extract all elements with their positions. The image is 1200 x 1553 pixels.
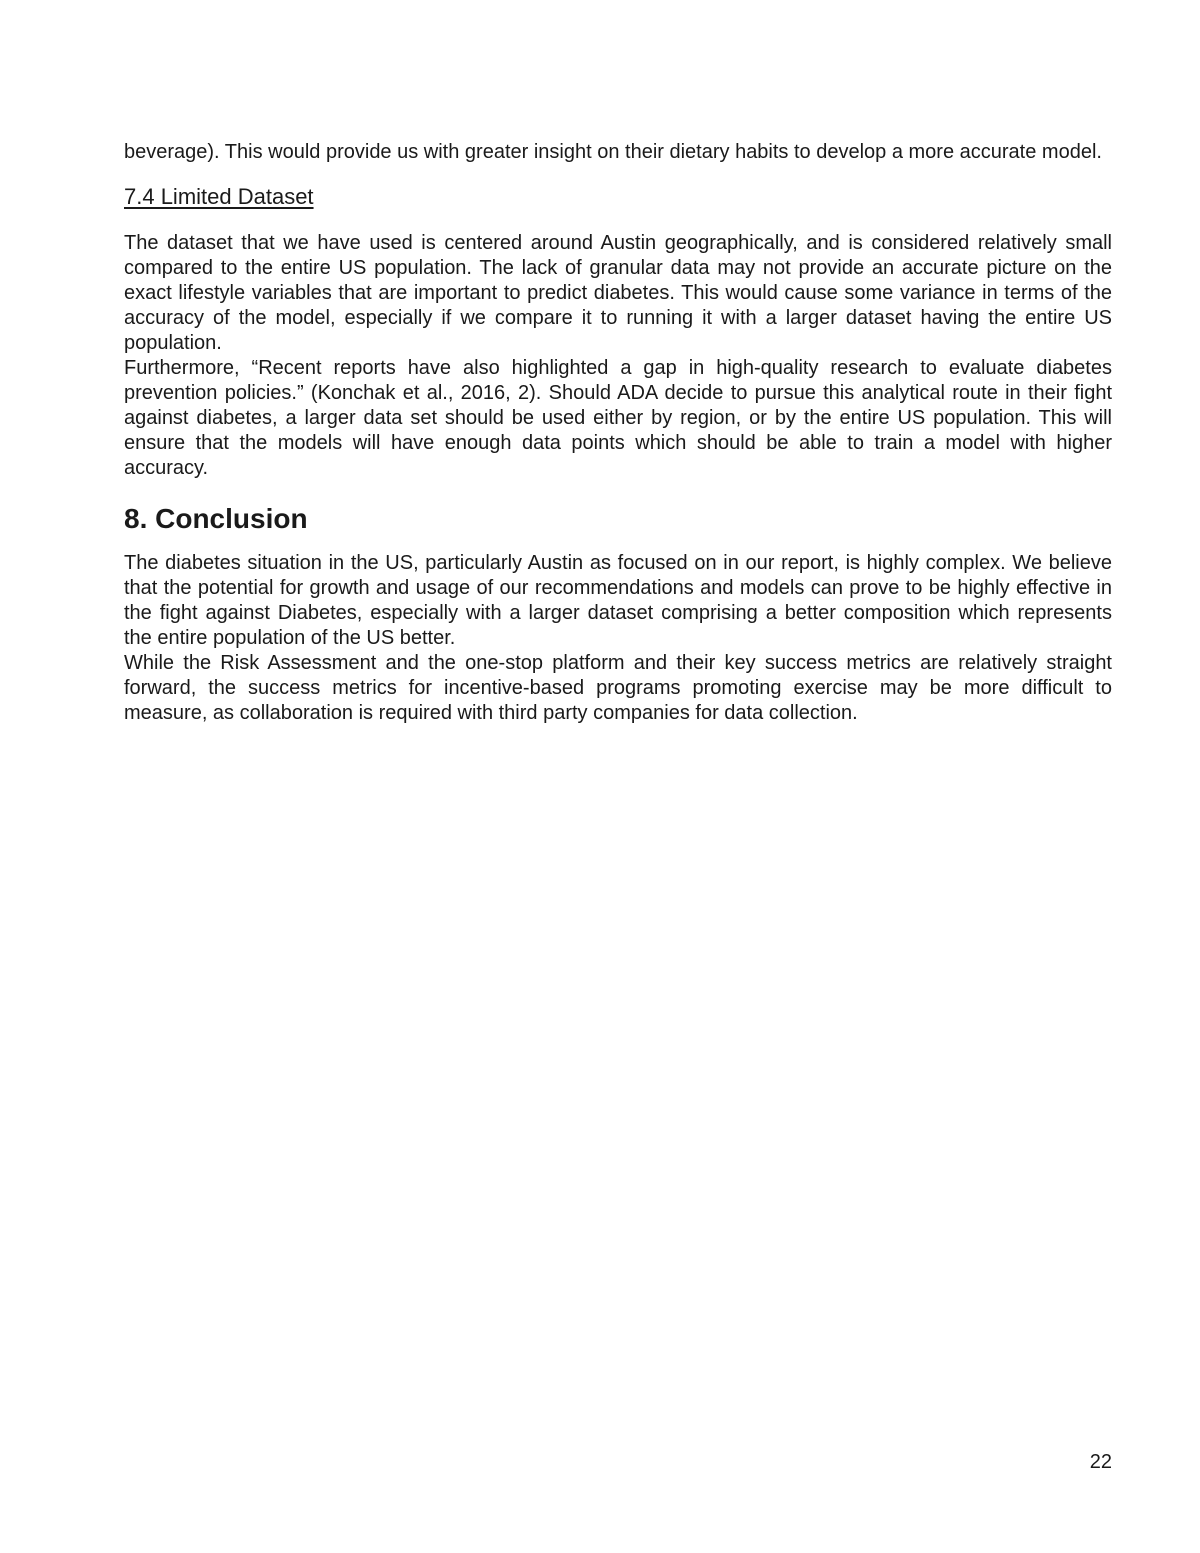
section-7-4-heading: 7.4 Limited Dataset	[124, 184, 314, 209]
document-page	[124, 140, 1112, 726]
section-7-4-paragraph-2: Furthermore, “Recent reports have also highlighted a gap in high-quality research to evaluate diabetes prevention policies.” (Konchak et al., 2016, 2). Should ADA decide to pursue this analytical route in their fight against diabetes, a larger data set should be used either by region, or by the entire US population. This will ensure that the models will have enough data points which should be able to train a model with higher accuracy.	[124, 357, 1112, 479]
page-number: 22	[1089, 1451, 1112, 1473]
continuation-paragraph: beverage). This would provide us with greater insight on their dietary habits to develop a more accurate model.	[124, 141, 1102, 163]
section-7-4-paragraph-1: The dataset that we have used is centered around Austin geographically, and is considered relatively small compared to the entire US population. The lack of granular data may not provide an accurate picture on the exact lifestyle variables that are important to predict diabetes. This would cause some variance in terms of the accuracy of the model, especially if we compare it to running it with a larger dataset having the entire US population.	[124, 232, 1112, 354]
section-8-paragraph-1: The diabetes situation in the US, particularly Austin as focused on in our report, is highly complex. We believe that the potential for growth and usage of our recommendations and models can prove to be highly effective in the fight against Diabetes, especially with a larger dataset comprising a better composition which represents the entire population of the US better.	[124, 552, 1112, 649]
section-8-heading: 8. Conclusion	[124, 503, 308, 534]
section-8-paragraph-2: While the Risk Assessment and the one-stop platform and their key success metrics are relatively straight forward, the success metrics for incentive-based programs promoting exercise may be more difficult to measure, as collaboration is required with third party companies for data collection.	[124, 652, 1112, 724]
